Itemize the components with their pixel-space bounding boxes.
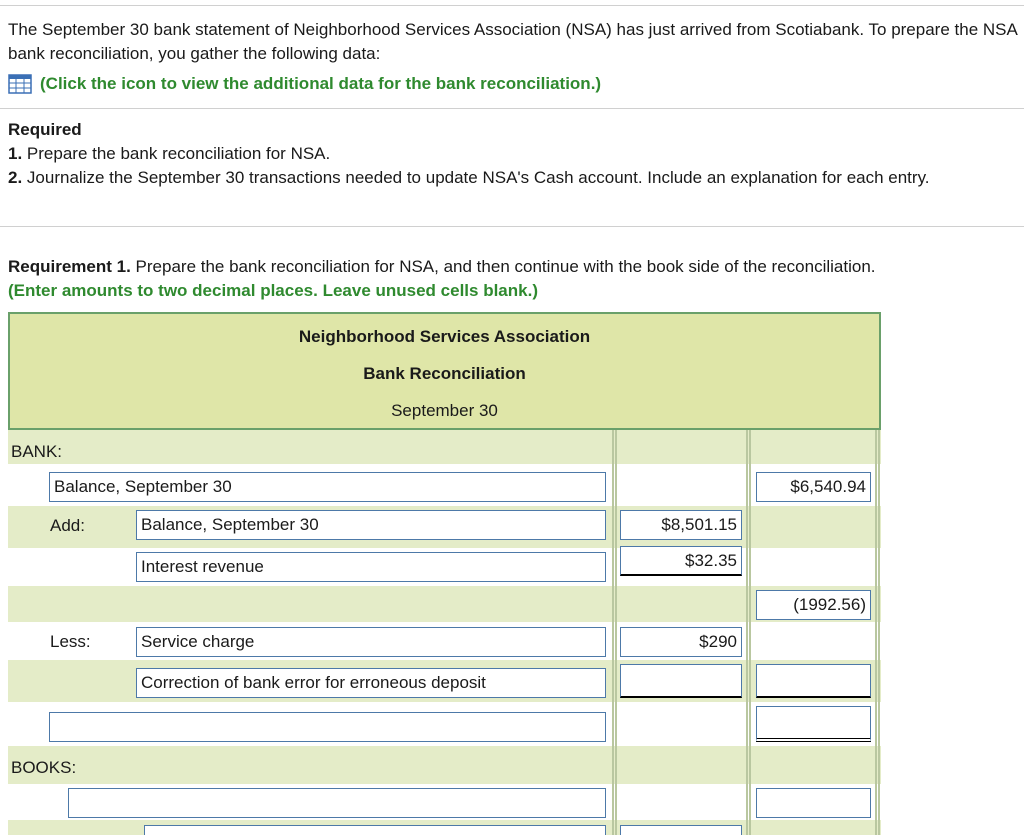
top-divider [0, 5, 1024, 6]
add-label: Add: [50, 516, 85, 535]
adjusted-balance-total-field[interactable] [756, 706, 871, 742]
books-total-field-1[interactable] [756, 788, 871, 818]
requirement-2-item [8, 166, 1018, 190]
balance-total-field[interactable]: $6,540.94 [756, 472, 871, 502]
less-label: Less: [50, 632, 91, 651]
less-amount-field-2[interactable] [620, 664, 742, 698]
books-description-field-2[interactable] [144, 825, 606, 835]
bank-label: BANK: [11, 442, 63, 461]
books-description-field-1[interactable] [68, 788, 606, 818]
adjusted-balance-description-field[interactable] [49, 712, 606, 742]
required-heading: Required [8, 120, 82, 139]
table-data-icon[interactable] [8, 74, 32, 94]
column-separator [875, 430, 877, 835]
requirement-text: Prepare the bank reconciliation for NSA, and then continue with the book side of the reconciliation. [135, 257, 876, 276]
add-amount-field-1[interactable]: $8,501.15 [620, 510, 742, 540]
column-separator [615, 430, 617, 835]
balance-description-field[interactable]: Balance, September 30 [49, 472, 606, 502]
company-name: Neighborhood Services Association [298, 327, 591, 346]
less-amount-field-1[interactable]: $290 [620, 627, 742, 657]
less-description-field-2[interactable]: Correction of bank error for erroneous deposit [136, 668, 606, 698]
column-separator [612, 430, 614, 835]
add-amount-field-2[interactable]: $32.35 [620, 546, 742, 576]
additional-data-link[interactable] [8, 72, 601, 96]
problem-intro: The September 30 bank statement of Neighborhood Services Association (NSA) has just arrived from Scotiabank. To prepare the NSA bank reconciliation, you gather the following data: [8, 20, 1017, 63]
add-description-field-1[interactable]: Balance, September 30 [136, 510, 606, 540]
divider-1 [0, 108, 1024, 109]
req2-number: 2. [8, 168, 23, 187]
less-description-field-1[interactable]: Service charge [136, 627, 606, 657]
subtotal-field[interactable]: (1992.56) [756, 590, 871, 620]
divider-2 [0, 226, 1024, 227]
books-amount-field-2[interactable] [620, 825, 742, 835]
column-separator [749, 430, 751, 835]
req1-number: 1. [8, 144, 23, 163]
reconciliation-header [8, 312, 881, 430]
req1-text: Prepare the bank reconciliation for NSA. [26, 144, 331, 163]
requirement-1-item [8, 142, 330, 166]
requirement-1-line [8, 255, 1018, 279]
bank-reconciliation-panel [8, 312, 881, 835]
requirement-label: Requirement 1. [8, 257, 131, 276]
add-description-field-2[interactable]: Interest revenue [136, 552, 606, 582]
statement-title: Bank Reconciliation [363, 364, 526, 383]
requirement-note: (Enter amounts to two decimal places. Leave unused cells blank.) [8, 281, 538, 300]
books-label: BOOKS: [11, 758, 77, 777]
column-separator [878, 430, 880, 835]
req2-text: Journalize the September 30 transactions needed to update NSA's Cash account. Include an explanation for each entry. [26, 168, 930, 187]
less-total-field-2[interactable] [756, 664, 871, 698]
additional-data-link-text[interactable]: (Click the icon to view the additional data for the bank reconciliation.) [40, 74, 602, 93]
statement-date: September 30 [391, 401, 498, 420]
column-separator [746, 430, 748, 835]
